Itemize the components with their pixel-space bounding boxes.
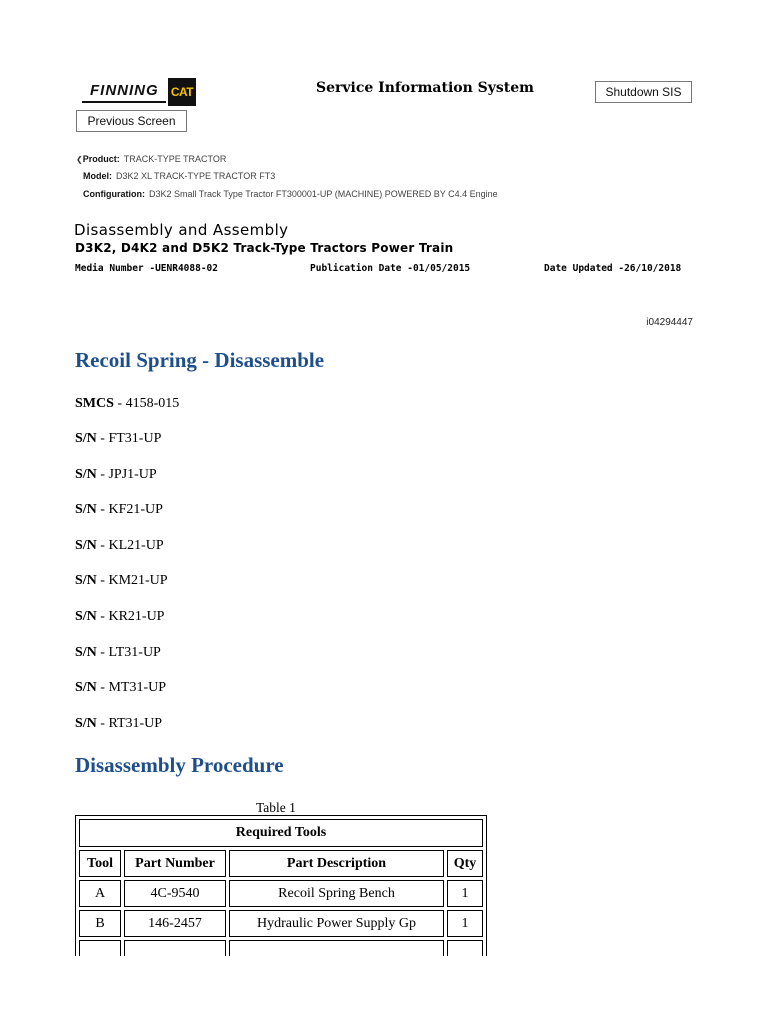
product-label: Product: (82, 154, 120, 164)
logo-underline (82, 101, 166, 103)
table-cell: 1 (447, 880, 483, 907)
model-label: Model: (83, 171, 112, 181)
table-cell: 146-2457 (124, 910, 226, 937)
serial-value: - MT31-UP (96, 680, 167, 695)
sn-label: S/N (75, 573, 97, 588)
finning-wordmark: FINNING (90, 82, 159, 99)
required-tools-table (75, 815, 487, 971)
procedure-heading: Disassembly Procedure (75, 753, 284, 777)
column-header: Part Number (124, 850, 226, 877)
cat-logo-icon: CAT (168, 78, 196, 106)
serial-line (75, 573, 168, 589)
media-number: Media Number -UENR4088-02 (75, 263, 218, 274)
section-heading: Recoil Spring - Disassemble (75, 348, 325, 372)
previous-screen-button[interactable]: Previous Screen (76, 110, 187, 132)
finning-cat-logo (82, 78, 196, 106)
sn-label: S/N (75, 538, 97, 553)
table-cell: Hydraulic Power Supply Gp (229, 910, 444, 937)
serial-line (75, 467, 157, 483)
sn-label: S/N (75, 680, 97, 695)
table-cell: 1 (447, 910, 483, 937)
table-cell: Recoil Spring Bench (229, 880, 444, 907)
serial-value: - JPJ1-UP (96, 467, 157, 482)
serial-line (75, 716, 162, 732)
smcs-line (75, 396, 179, 412)
column-header: Qty (447, 850, 483, 877)
table-cell: B (79, 910, 121, 937)
publication-date: Publication Date -01/05/2015 (310, 263, 471, 274)
document-title: Disassembly and Assembly (74, 221, 289, 239)
model-value: D3K2 XL TRACK-TYPE TRACTOR FT3 (116, 171, 276, 181)
serial-value: - KM21-UP (96, 573, 168, 588)
table-header-row (79, 850, 483, 877)
collapse-arrow-icon[interactable]: ❮ (76, 155, 83, 164)
serial-value: - RT31-UP (96, 716, 163, 731)
document-subtitle: D3K2, D4K2 and D5K2 Track-Type Tractors Power Train (75, 241, 454, 255)
serial-line (75, 502, 163, 518)
serial-value: - FT31-UP (96, 431, 162, 446)
serial-line (75, 431, 161, 447)
table-cell: 4C-9540 (124, 880, 226, 907)
column-header: Tool (79, 850, 121, 877)
page-bottom-margin (0, 956, 768, 1024)
sn-label: S/N (75, 467, 97, 482)
sis-title: Service Information System (316, 80, 534, 96)
serial-value: - KL21-UP (96, 538, 164, 553)
date-updated: Date Updated -26/10/2018 (544, 263, 682, 274)
shutdown-sis-button[interactable]: Shutdown SIS (595, 81, 692, 103)
configuration-line (83, 189, 498, 199)
document-reference-id: i04294447 (646, 317, 693, 328)
serial-value: - KF21-UP (96, 502, 163, 517)
sn-label: S/N (75, 502, 97, 517)
sn-label: S/N (75, 609, 97, 624)
table-title: Required Tools (79, 819, 483, 847)
table-caption: Table 1 (256, 800, 296, 815)
serial-value: - KR21-UP (96, 609, 165, 624)
smcs-label: SMCS (75, 396, 114, 411)
serial-line (75, 645, 161, 661)
table-row (79, 880, 483, 907)
sn-label: S/N (75, 645, 97, 660)
model-line (83, 171, 275, 181)
serial-value: - LT31-UP (96, 645, 161, 660)
table-row (79, 910, 483, 937)
smcs-value: - 4158-015 (113, 396, 180, 411)
serial-line (75, 609, 164, 625)
configuration-label: Configuration: (83, 189, 145, 199)
sn-label: S/N (75, 716, 97, 731)
product-line (76, 154, 226, 164)
serial-line (75, 680, 166, 696)
product-value: TRACK-TYPE TRACTOR (123, 154, 227, 164)
table-cell: A (79, 880, 121, 907)
column-header: Part Description (229, 850, 444, 877)
sn-label: S/N (75, 431, 97, 446)
serial-line (75, 538, 164, 554)
table-title-row (79, 819, 483, 847)
configuration-value: D3K2 Small Track Type Tractor FT300001-UP (MACHINE) POWERED BY C4.4 Engine (149, 189, 498, 199)
